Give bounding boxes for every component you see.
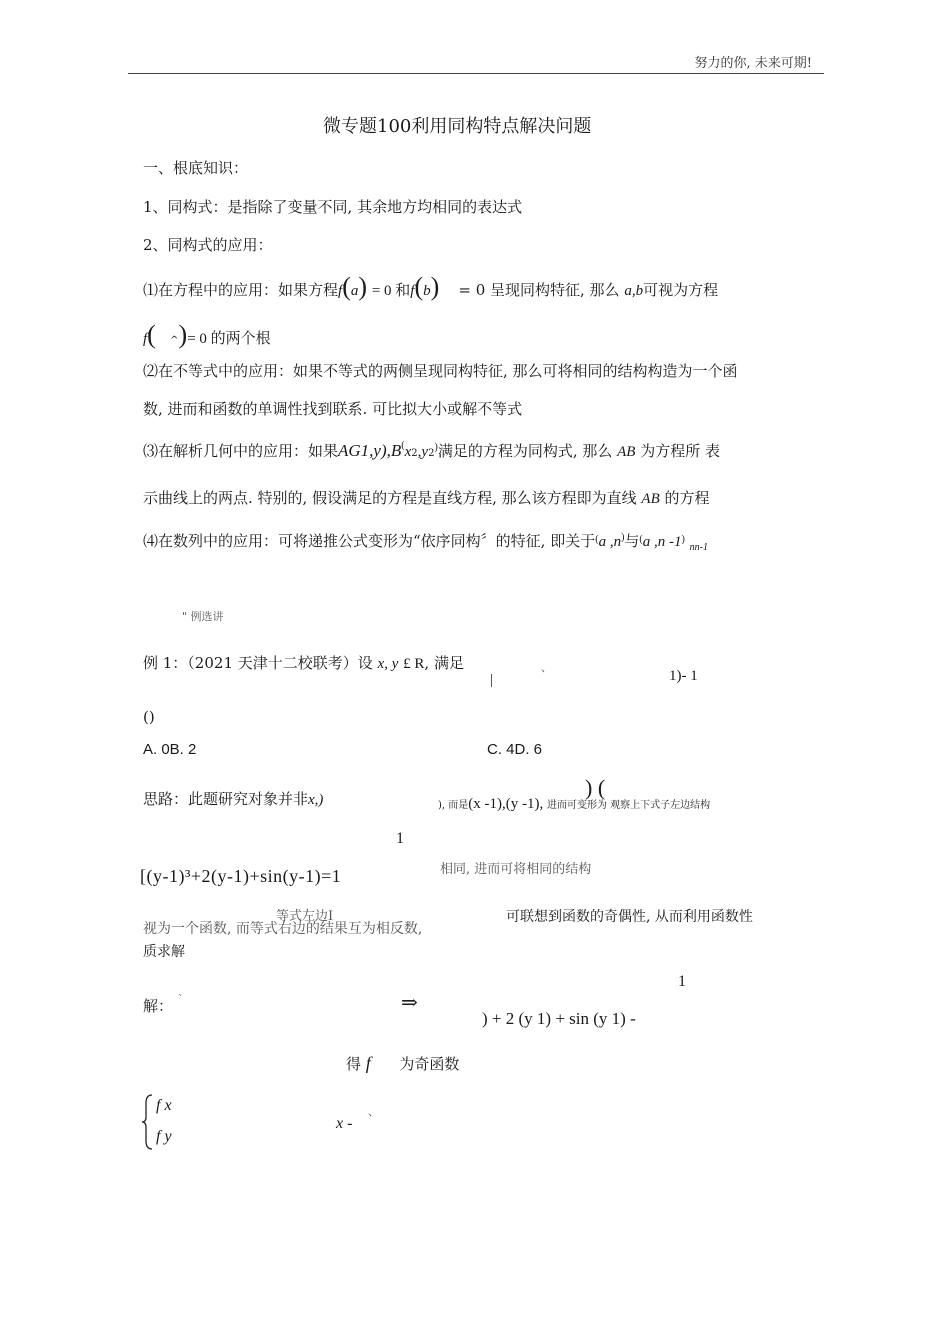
paren-open: ( — [414, 272, 424, 301]
fb-variable: b — [423, 283, 431, 299]
point-ab-coords: AG1,y),B — [338, 441, 402, 460]
paren-open: ( — [595, 534, 599, 545]
application-equation-text-2: = 0 呈现同构特征, 那么 — [458, 281, 620, 299]
application-inequality-line1: ⑵在不等式中的应用：如果不等式的两侧呈现同构特征, 那么可将相同的结构构造为一个函 — [143, 362, 738, 380]
choices-a-b: A. 0B. 2 — [143, 741, 197, 758]
equation-numerator-one: 1 — [396, 830, 404, 847]
solution-tick: ` — [178, 993, 184, 1006]
fb-function: f — [410, 283, 415, 299]
coord-y2: ,y — [417, 444, 429, 460]
system-tick: 、 — [368, 1105, 379, 1118]
odd-function-f: f — [365, 1053, 371, 1073]
subscript-2b: 2 — [428, 448, 435, 459]
application-equation-line2 — [143, 320, 271, 350]
seq-an-1: a ,n -1 — [642, 534, 682, 550]
page-title: 微专题100利用同构特点解决问题 — [323, 116, 592, 137]
solution-numerator-one: 1 — [678, 973, 686, 990]
section-heading-basics: 一、根底知识： — [143, 159, 249, 177]
application-inequality-line2: 数, 进而和函数的单调性找到联系. 可比拟大小或解不等式 — [143, 400, 523, 418]
equation-line: [(y-1)³+2(y-1)+sin(y-1)=1 — [140, 866, 342, 886]
application-geometry-text-3: 为方程所 表 — [640, 442, 721, 460]
construct-text-2: 质求解 — [143, 944, 185, 960]
odd-function-line — [346, 1053, 459, 1074]
system-line-1: f x — [156, 1097, 172, 1114]
application-geometry-line2-text: 示曲线上的两点. 特别的, 假设满足的方程是直线方程, 那么该方程即为直线 — [143, 489, 637, 507]
fa-function: f — [338, 283, 343, 299]
system-line-2: f y — [156, 1128, 172, 1145]
application-sequence — [143, 530, 708, 553]
application-geometry-line2 — [143, 487, 710, 508]
ab-variables: a,b — [624, 283, 644, 299]
application-equation-text-3: 可视为方程 — [643, 281, 719, 299]
caret-symbol: ^ — [170, 335, 179, 346]
example-1-statement — [143, 652, 464, 673]
odd-function-text: 得 — [346, 1055, 362, 1073]
idea-overlap-paren: ) ( — [585, 775, 606, 800]
application-equation-text: ⑴在方程中的应用：如果方程 — [143, 281, 339, 299]
ab-label-2: AB — [641, 491, 660, 507]
equation-right-fragment: 相同, 进而可将相同的结构 — [440, 862, 592, 877]
ab-label: AB — [617, 444, 636, 460]
construct-fragment: 视为一个函数, 而等式右边的结果互为相反数, — [143, 921, 423, 937]
odd-function-text-2: 为奇函数 — [399, 1055, 460, 1073]
paren-close: ) — [178, 320, 188, 349]
two-roots-text: = 0 的两个根 — [187, 331, 271, 347]
subscript-2: 2 — [411, 448, 418, 459]
idea-text-2: 进而可变形为 观察上下式子左边结构 — [547, 800, 711, 811]
application-geometry-text: ⑶在解析几何中的应用：如果 — [143, 442, 339, 460]
construct-text: 可联想到函数的奇偶性, 从而利用函数性 — [506, 909, 753, 925]
header-rule — [128, 73, 824, 74]
paren-open: ( — [401, 440, 405, 451]
item-isomorphic-definition: 1、同构式：是指除了变量不同, 其余地方均相同的表达式 — [143, 198, 523, 216]
seq-subscripts: nn-1 — [689, 542, 708, 553]
idea-line-right — [438, 794, 710, 813]
paren-close: ) — [621, 532, 625, 543]
seq-and: 与 — [624, 532, 640, 550]
choices-c-d: C. 4D. 6 — [487, 741, 543, 758]
implies-arrow: ⇒ — [401, 992, 418, 1014]
seq-an: a ,n — [598, 534, 622, 550]
idea-variables: x,) — [308, 792, 324, 808]
real-symbol: £ R — [403, 656, 425, 672]
paren-open: ( — [342, 272, 351, 301]
paren-open: ( — [639, 534, 643, 545]
system-brace — [140, 1093, 154, 1151]
fa-variable: a — [350, 283, 359, 299]
equation-note: 等式左边Ⅰ — [276, 909, 334, 924]
application-geometry-line2-text-2: 的方程 — [664, 489, 710, 507]
coord-x2: x — [404, 444, 412, 460]
example-1-answer-blank: () — [143, 708, 155, 726]
solution-equation: ) + 2 (y 1) + sin (y 1) - — [482, 1009, 636, 1028]
solution-label: 解： — [143, 997, 174, 1015]
paren-close: ) — [358, 272, 368, 301]
f-function: f — [143, 331, 148, 347]
xy-variables: x, y — [377, 656, 399, 672]
paren-close: ) — [434, 442, 438, 453]
item-isomorphic-applications: 2、同构式的应用： — [143, 236, 273, 254]
application-analytic-geometry — [143, 440, 720, 461]
example-1-fragment-a: 、 — [541, 661, 552, 674]
example-1-text: 例 1：（2021 天津十二校联考）设 — [143, 654, 373, 672]
example-heading-fragment: " 例选讲 — [182, 610, 224, 623]
header-motto: 努力的你, 未来可期! — [694, 56, 812, 71]
paren-open: ( — [147, 320, 156, 349]
example-1-text-2: , 满足 — [424, 654, 464, 672]
idea-line — [143, 788, 323, 809]
application-sequence-text: ⑷在数列中的应用：可将递推公式变形为“依序同构〞的特征, 即关于 — [143, 532, 596, 550]
eq0-and: = 0 和 — [371, 283, 411, 299]
application-geometry-text-2: 满足的方程为同构式, 那么 — [437, 442, 613, 460]
paren-close: ) — [681, 534, 685, 545]
system-x: x - — [336, 1115, 353, 1132]
idea-fragment: ), 而是 — [438, 800, 469, 811]
example-1-fragment-b: 1)- 1 — [669, 668, 698, 684]
idea-math: (x -1),(y -1), — [468, 796, 547, 812]
example-1-bar: | — [490, 672, 494, 688]
idea-text: 思路：此题研究对象并非 — [143, 790, 309, 808]
application-equation — [143, 272, 718, 302]
paren-close: ) — [430, 272, 440, 301]
